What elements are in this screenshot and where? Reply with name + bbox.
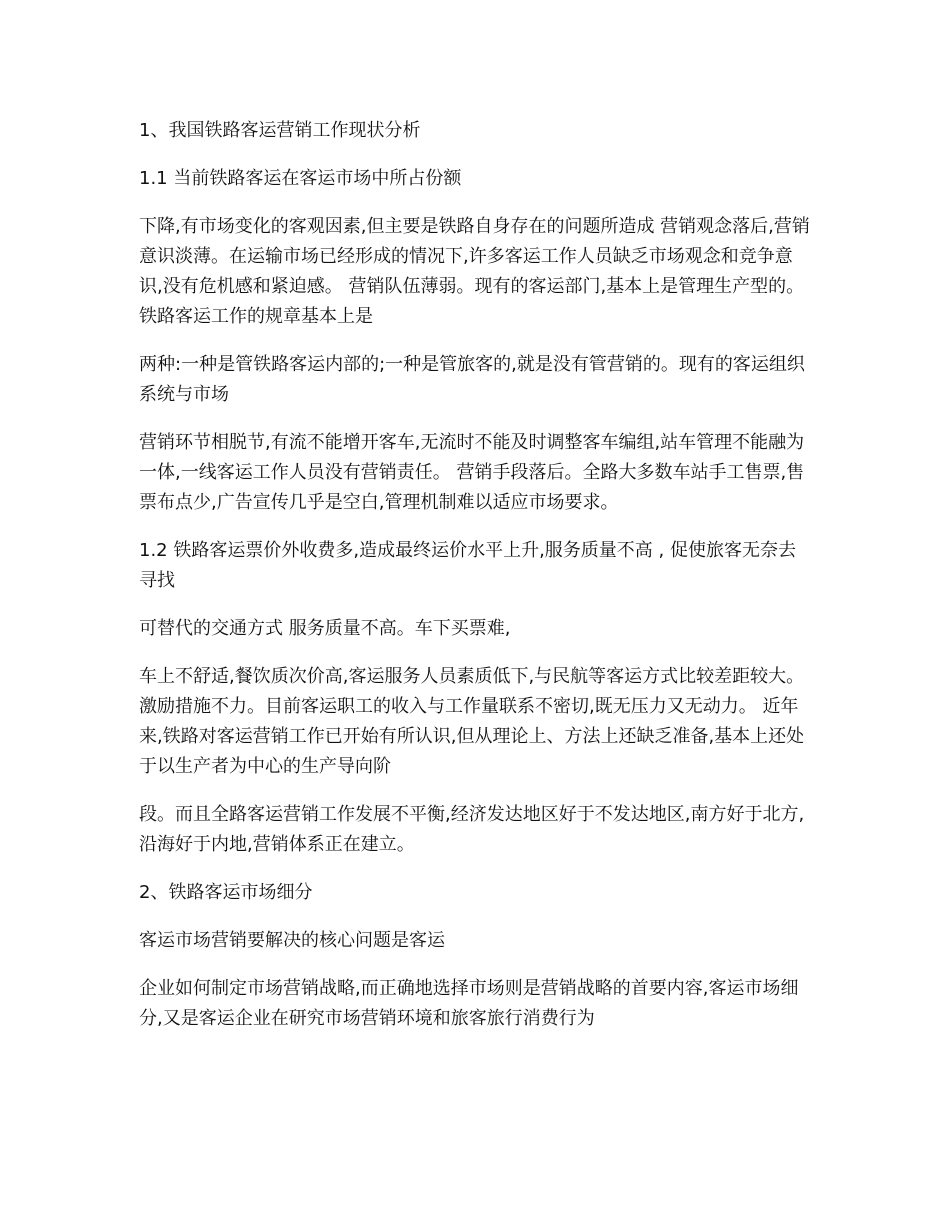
document-body	[139, 116, 813, 1052]
subsection-heading-1-2: 1.2 铁路客运票价外收费多,造成最终运价水平上升,服务质量不高 , 促使旅客无奈去寻找	[139, 540, 796, 591]
paragraph: 下降,有市场变化的客观因素,但主要是铁路自身存在的问题所造成 营销观念落后,营销意识淡薄。在运输市场已经形成的情况下,许多客运工作人员缺乏市场观念和竞争意识,没有危机感和紧迫感。 营销队伍薄弱。现有的客运部门,基本上是管理生产型的。铁路客运工作的规章基本上是	[139, 216, 810, 327]
paragraph: 段。而且全路客运营销工作发展不平衡,经济发达地区好于不发达地区,南方好于北方,沿海好于内地,营销体系正在建立。	[139, 804, 805, 855]
section-heading-2: 2、铁路客运市场细分	[139, 882, 313, 903]
subsection-heading-1-1: 1.1 当前铁路客运在客运市场中所占份额	[139, 168, 462, 189]
section-heading-1: 1、我国铁路客运营销工作现状分析	[139, 120, 421, 141]
paragraph: 营销环节相脱节,有流不能增开客车,无流时不能及时调整客车编组,站车管理不能融为一体,一线客运工作人员没有营销责任。 营销手段落后。全路大多数车站手工售票,售票布点少,广告宣传几乎是空白,管理机制难以适应市场要求。	[139, 432, 805, 513]
paragraph: 两种:一种是管铁路客运内部的;一种是管旅客的,就是没有管营销的。现有的客运组织系统与市场	[139, 354, 805, 405]
paragraph: 车上不舒适,餐饮质次价高,客运服务人员素质低下,与民航等客运方式比较差距较大。 激励措施不力。目前客运职工的收入与工作量联系不密切,既无压力又无动力。 近年来,铁路对客运营销工作已开始有所认识,但从理论上、方法上还缺乏准备,基本上还处于以生产者为中心的生产导向阶	[139, 666, 805, 777]
paragraph: 企业如何制定市场营销战略,而正确地选择市场则是营销战略的首要内容,客运市场细分,又是客运企业在研究市场营销环境和旅客旅行消费行为	[139, 978, 799, 1029]
paragraph: 客运市场营销要解决的核心问题是客运	[139, 930, 445, 951]
paragraph: 可替代的交通方式 服务质量不高。车下买票难,	[139, 618, 511, 639]
